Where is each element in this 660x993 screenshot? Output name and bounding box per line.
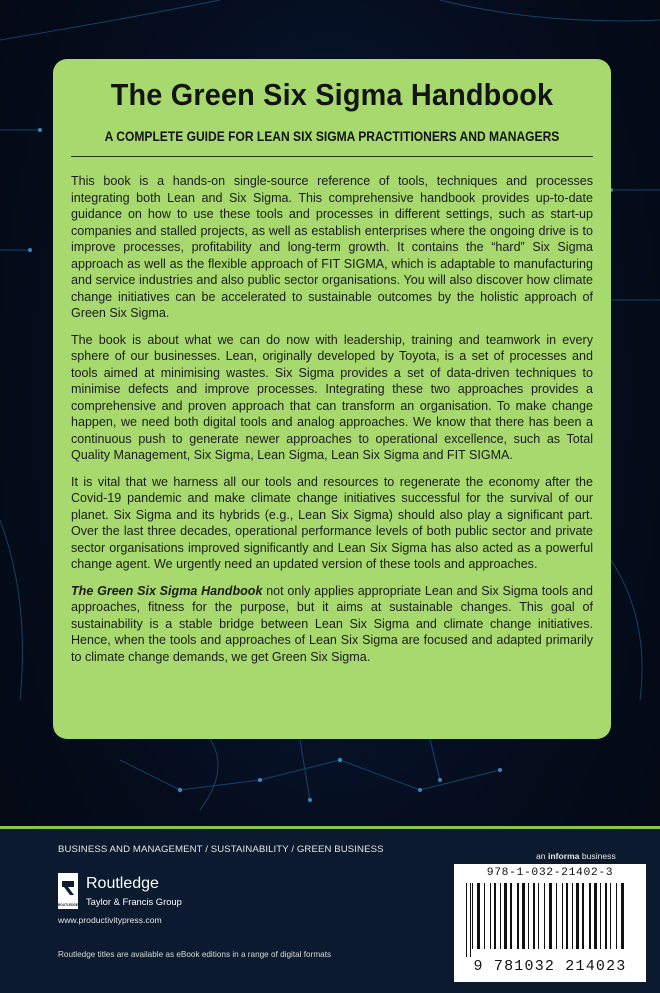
- back-cover-footer: [0, 829, 660, 993]
- description-panel: [53, 59, 611, 739]
- logo-letters: ROUTLEDGE: [58, 903, 78, 907]
- description-paragraph-4: [71, 583, 593, 666]
- routledge-logo-icon: [58, 873, 78, 909]
- informa-prefix: an: [536, 851, 548, 861]
- subject-category: BUSINESS AND MANAGEMENT / SUSTAINABILITY / GREEN BUSINESS: [58, 844, 384, 855]
- book-subtitle: A COMPLETE GUIDE FOR LEAN SIX SIGMA PRACTITIONERS AND MANAGERS: [104, 129, 560, 144]
- isbn-number: 978-1-032-21402-3: [486, 867, 614, 879]
- informa-tagline: [536, 851, 616, 861]
- informa-suffix: business: [579, 851, 616, 861]
- isbn-barcode: [454, 864, 646, 982]
- ean-digits: 9 781032 214023: [473, 958, 627, 975]
- title-divider: [71, 156, 593, 157]
- description-paragraph-2: The book is about what we can do now with leadership, training and teamwork in every sphere of our businesses. Lean, originally developed by Toyota, is a set of processes and tools aimed at minimising wastes. Six Sigma provides a set of data-driven techniques to minimise defects and improve processes. Integrating these two approaches provides a comprehensive and proven approach that can transform an organisation. To make change happen, we need both digital tools and analog approaches. We know that there has been a continuous push to generate newer approaches to operational excellence, such as Total Quality Management, Six Sigma, Lean Sigma, Lean Six Sigma and FIT SIGMA.: [71, 332, 593, 462]
- barcode-bars: [466, 883, 634, 957]
- book-description: [71, 173, 593, 675]
- book-title-reference: The Green Six Sigma Handbook: [71, 583, 263, 598]
- description-paragraph-3: It is vital that we harness all our tools and resources to regenerate the economy after the Covid-19 pandemic and make climate change initiatives successful for the survival of our planet. Six Sigma and its hybrids (e.g., Lean Six Sigma) should also play a significant part. Over the last three decades, operational performance levels of both public sector and private sector organisations improved significantly and Lean Six Sigma has also acted as a powerful change agent. We urgently need an updated version of these tools and approaches.: [71, 474, 593, 571]
- publisher-website: www.productivitypress.com: [58, 915, 162, 925]
- informa-brand: informa: [547, 851, 580, 861]
- description-paragraph-4-text: not only applies appropriate Lean and Six Sigma tools and approaches, fitness for the purpose, but it aims at sustainable changes. This goal of sustainability is a stable bridge between Lean Six Sigma and climate change initiatives. Hence, when the tools and approaches of Lean Six Sigma are focused and adapted primarily to climate change demands, we get Green Six Sigma.: [71, 583, 593, 664]
- publisher-group: Taylor & Francis Group: [86, 896, 182, 907]
- ebook-note: Routledge titles are available as eBook editions in a range of digital formats: [58, 950, 332, 959]
- book-title: The Green Six Sigma Handbook: [110, 77, 554, 112]
- publisher-name: Routledge: [86, 875, 159, 892]
- description-paragraph-1: This book is a hands-on single-source reference of tools, techniques and processes integrating both Lean and Six Sigma. This comprehensive handbook provides up-to-date guidance on how to use these tools and processes in different settings, such as start-up companies and stalled projects, as well as establish enterprises where the ongoing drive is to improve processes, profitability and long-term growth. It contains the “hard” Six Sigma approach as well as the flexible approach of FIT SIGMA, which is adaptable to manufacturing and service industries and also public sector organisations. You will also discover how climate change initiatives can be accelerated to sustainable outcomes by the holistic approach of Green Six Sigma.: [71, 174, 593, 320]
